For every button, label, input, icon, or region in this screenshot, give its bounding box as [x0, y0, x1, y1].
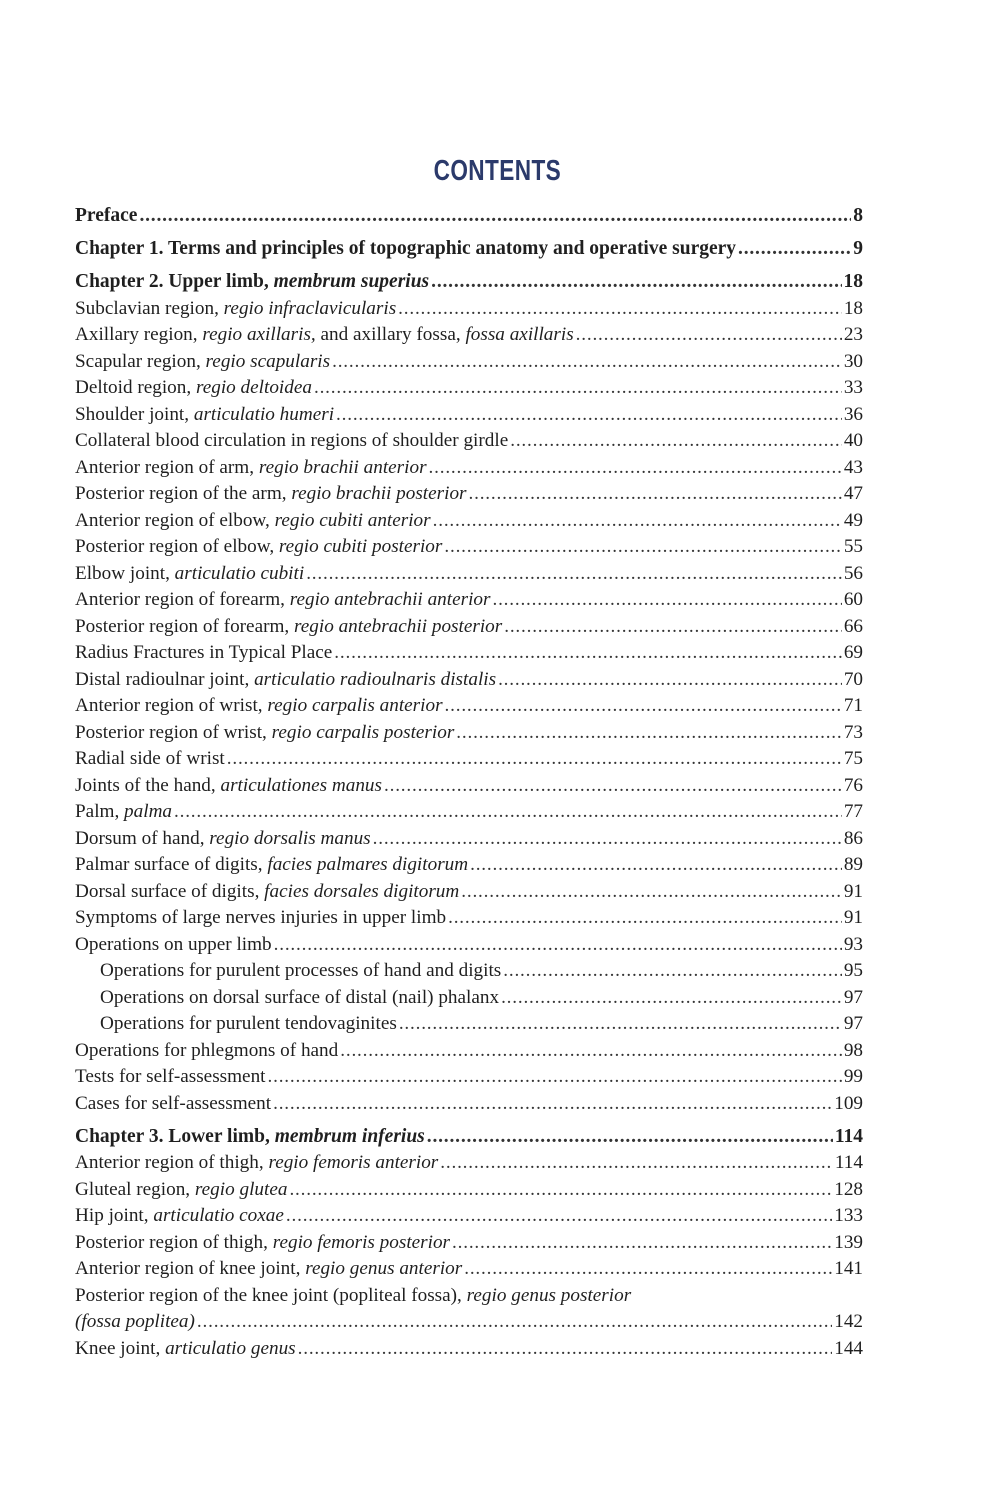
entry-title — [75, 614, 502, 641]
dot-leader — [498, 667, 842, 694]
dot-leader — [470, 852, 842, 879]
page-title: CONTENTS — [433, 155, 562, 187]
dot-leader — [306, 561, 842, 588]
latin-term: regio brachii posterior — [291, 483, 467, 504]
entry-text: Anterior region of knee joint, — [75, 1258, 306, 1279]
entry-title — [75, 1064, 266, 1091]
entry-title — [100, 985, 499, 1012]
table-of-contents — [75, 203, 863, 1362]
entry-title — [75, 455, 427, 482]
latin-term: membrum inferius — [274, 1125, 425, 1147]
latin-term: regio axillaris, — [202, 324, 316, 345]
toc-entry[interactable] — [75, 534, 863, 561]
latin-term: facies palmares digitorum — [267, 854, 469, 875]
dot-leader — [399, 1011, 842, 1038]
toc-entry[interactable] — [75, 1177, 863, 1204]
dot-leader — [298, 1336, 833, 1363]
entry-title — [75, 402, 334, 429]
latin-term: regio dorsalis manus — [209, 827, 371, 849]
dot-leader — [448, 905, 842, 932]
dot-leader — [427, 1124, 833, 1151]
dot-leader — [738, 236, 851, 263]
entry-title — [75, 1256, 462, 1283]
entry-title — [75, 720, 454, 747]
latin-term: regio glutea — [194, 1178, 288, 1200]
latin-term: articulatio radioulnaris distalis — [254, 668, 497, 690]
entry-text: Radial side of wrist — [75, 748, 225, 769]
page-number: 114 — [834, 1152, 863, 1173]
toc-entry[interactable] — [75, 349, 863, 376]
entry-text: Operations on upper limb — [75, 933, 272, 955]
toc-entry[interactable] — [75, 508, 863, 535]
page-number: 98 — [843, 1039, 863, 1061]
page-number: 55 — [843, 536, 863, 557]
dot-leader — [461, 879, 842, 906]
entry-text: Tests for self-assessment — [75, 1066, 266, 1087]
entry-title — [75, 746, 225, 773]
page-number: 109 — [834, 1092, 863, 1114]
page-number: 30 — [843, 350, 863, 372]
toc-entry[interactable] — [75, 1230, 863, 1257]
toc-entry[interactable] — [75, 720, 863, 747]
page-number: 36 — [843, 403, 863, 425]
entry-text: Operations for purulent tendovaginites — [100, 1013, 397, 1034]
latin-term: (fossa poplitea) — [75, 1311, 195, 1332]
page-number: 86 — [843, 827, 863, 849]
page-number: 114 — [834, 1125, 863, 1147]
entry-text: Anterior region of forearm, — [75, 589, 290, 610]
toc-chapter-entry[interactable] — [75, 203, 863, 230]
dot-leader — [431, 269, 841, 296]
toc-entry[interactable] — [75, 746, 863, 773]
toc-entry[interactable] — [75, 402, 863, 429]
entry-title — [75, 322, 574, 349]
entry-title — [75, 667, 496, 694]
entry-title — [75, 1203, 284, 1230]
toc-entry[interactable] — [75, 1091, 863, 1118]
latin-term: regio brachii anterior — [258, 456, 427, 478]
entry-text: Elbow joint, — [75, 562, 175, 584]
entry-text: Chapter 3. Lower limb, — [75, 1125, 275, 1147]
dot-leader — [445, 693, 842, 720]
entry-title — [75, 375, 312, 402]
entry-text: Operations on dorsal surface of distal (nail) phalanx — [100, 986, 500, 1008]
toc-entry[interactable] — [75, 852, 863, 879]
page-number: 9 — [853, 238, 863, 259]
dot-leader — [334, 640, 842, 667]
toc-entry[interactable] — [75, 640, 863, 667]
entry-text: Knee joint, — [75, 1337, 166, 1359]
toc-entry[interactable] — [75, 1283, 863, 1310]
entry-title — [75, 236, 736, 263]
dot-leader — [576, 322, 842, 349]
dot-leader — [286, 1203, 832, 1230]
toc-entry[interactable] — [75, 481, 863, 508]
latin-term: regio cubiti anterior — [274, 509, 431, 531]
entry-title — [75, 1309, 195, 1336]
entry-text: Dorsal surface of digits, — [75, 880, 265, 902]
dot-leader — [384, 773, 842, 800]
entry-text: Operations for purulent processes of hand and digits — [100, 960, 502, 981]
entry-text: Joints of the hand, — [75, 774, 221, 796]
page-number: 139 — [834, 1231, 863, 1253]
dot-leader — [340, 1038, 842, 1065]
toc-entry[interactable] — [75, 667, 863, 694]
toc-chapter-entry[interactable] — [75, 1124, 863, 1151]
latin-term: regio genus posterior — [466, 1284, 632, 1306]
page-number: 144 — [834, 1337, 863, 1359]
latin-term: regio antebrachii posterior — [294, 615, 503, 637]
entry-text: Axillary region, — [75, 324, 203, 345]
page-number: 142 — [834, 1311, 863, 1332]
toc-chapter-entry[interactable] — [75, 236, 863, 263]
page-number: 89 — [843, 854, 863, 875]
entry-title — [75, 799, 172, 826]
entry-text: Chapter 1. Terms and principles of topographic anatomy and operative surgery — [75, 238, 737, 259]
latin-term: membrum superius — [273, 271, 430, 292]
page-number: 133 — [834, 1205, 863, 1226]
toc-entry[interactable] — [75, 905, 863, 932]
entry-text: Dorsum of hand, — [75, 827, 210, 849]
page-number: 43 — [843, 456, 863, 478]
page-number: 49 — [843, 509, 863, 531]
entry-text: Symptoms of large nerves injuries in upper limb — [75, 907, 447, 928]
toc-entry[interactable] — [75, 428, 863, 455]
entry-title — [75, 879, 459, 906]
latin-term: regio infraclavicularis — [223, 297, 397, 319]
latin-term: regio cubiti posterior — [278, 536, 443, 557]
dot-leader — [433, 508, 842, 535]
entry-title — [75, 481, 467, 508]
dot-leader — [452, 1230, 832, 1257]
toc-entry[interactable] — [75, 693, 863, 720]
latin-term: articulatio humeri — [193, 403, 335, 425]
entry-title — [75, 1038, 338, 1065]
latin-term: articulatio coxae — [153, 1205, 284, 1226]
entry-title — [75, 561, 304, 588]
entry-text: Deltoid region, — [75, 377, 196, 398]
dot-leader — [510, 428, 842, 455]
entry-text: Shoulder joint, — [75, 403, 194, 425]
toc-entry[interactable] — [75, 1150, 863, 1177]
dot-leader — [336, 402, 842, 429]
entry-text: Gluteal region, — [75, 1178, 195, 1200]
entry-title — [75, 203, 137, 230]
page-number: 66 — [843, 615, 863, 637]
dot-leader — [398, 296, 842, 323]
latin-term: regio carpalis posterior — [271, 721, 455, 743]
entry-text: Distal radioulnar joint, — [75, 668, 255, 690]
page-number: 93 — [843, 933, 863, 955]
entry-title — [75, 852, 468, 879]
entry-title — [100, 1011, 397, 1038]
page-number: 91 — [843, 880, 863, 902]
entry-title — [75, 269, 429, 296]
latin-term: regio femoris posterior — [272, 1231, 451, 1253]
dot-leader — [314, 375, 842, 402]
entry-title — [75, 693, 443, 720]
page-number: 76 — [843, 774, 863, 796]
toc-entry[interactable] — [75, 826, 863, 853]
toc-entry[interactable] — [75, 455, 863, 482]
entry-title — [75, 428, 508, 455]
entry-text: Palm, — [75, 801, 125, 822]
entry-title — [75, 1283, 631, 1310]
latin-term: regio scapularis — [205, 350, 331, 372]
dot-leader — [492, 587, 841, 614]
dot-leader — [373, 826, 842, 853]
entry-text: Preface — [75, 205, 138, 226]
page-number: 91 — [843, 907, 863, 928]
page-number: 40 — [843, 430, 863, 451]
dot-leader — [174, 799, 842, 826]
entry-title — [75, 773, 382, 800]
latin-term: regio deltoidea — [195, 377, 312, 398]
toc-entry[interactable] — [75, 1064, 863, 1091]
latin-term: fossa axillaris — [465, 324, 574, 345]
entry-title — [75, 932, 272, 959]
dot-leader — [440, 1150, 833, 1177]
entry-title — [75, 1091, 271, 1118]
dot-leader — [274, 932, 842, 959]
dot-leader — [429, 455, 842, 482]
latin-term: regio carpalis anterior — [267, 695, 443, 716]
page-number: 141 — [834, 1258, 863, 1279]
page-number: 97 — [843, 986, 863, 1008]
entry-text: Collateral blood circulation in regions of shoulder girdle — [75, 430, 509, 451]
latin-term: articulatio genus — [165, 1337, 296, 1359]
dot-leader — [197, 1309, 832, 1336]
dot-leader — [469, 481, 842, 508]
page-number: 128 — [834, 1178, 863, 1200]
entry-text: Anterior region of thigh, — [75, 1152, 269, 1173]
page-number: 71 — [843, 695, 863, 716]
page-number: 23 — [843, 324, 863, 345]
entry-title — [75, 640, 332, 667]
dot-leader — [268, 1064, 842, 1091]
dot-leader — [456, 720, 842, 747]
toc-entry[interactable] — [75, 879, 863, 906]
entry-text: Scapular region, — [75, 350, 206, 372]
toc-entry[interactable] — [75, 958, 863, 985]
entry-title — [75, 1124, 425, 1151]
entry-text: Posterior region of elbow, — [75, 536, 279, 557]
latin-term: palma — [124, 801, 173, 822]
entry-title — [75, 508, 431, 535]
toc-entry[interactable] — [75, 1011, 863, 1038]
toc-entry[interactable] — [75, 985, 863, 1012]
page-number: 33 — [843, 377, 863, 398]
entry-title — [75, 296, 396, 323]
entry-title — [75, 1150, 438, 1177]
toc-entry[interactable] — [75, 799, 863, 826]
latin-term: articulatio cubiti — [174, 562, 305, 584]
entry-title — [75, 1336, 296, 1363]
entry-text: and axillary fossa, — [315, 324, 466, 345]
toc-entry[interactable] — [75, 1309, 863, 1336]
entry-title — [75, 1177, 287, 1204]
latin-term: articulationes manus — [220, 774, 382, 796]
entry-text: Posterior region of the knee joint (popliteal fossa), — [75, 1284, 467, 1306]
entry-title — [100, 958, 501, 985]
entry-text: Posterior region of the arm, — [75, 483, 292, 504]
toc-entry[interactable] — [75, 296, 863, 323]
toc-entry[interactable] — [75, 614, 863, 641]
entry-text: Posterior region of wrist, — [75, 721, 272, 743]
entry-text: Chapter 2. Upper limb, — [75, 271, 274, 292]
page-number: 18 — [843, 297, 863, 319]
entry-text: Anterior region of wrist, — [75, 695, 268, 716]
page-number: 75 — [843, 748, 863, 769]
entry-title — [75, 534, 442, 561]
entry-text: Anterior region of elbow, — [75, 509, 275, 531]
entry-text: Palmar surface of digits, — [75, 854, 268, 875]
entry-title — [75, 1230, 450, 1257]
page-number: 73 — [843, 721, 863, 743]
dot-leader — [501, 985, 842, 1012]
entry-text: Hip joint, — [75, 1205, 154, 1226]
entry-title — [75, 349, 330, 376]
toc-entry[interactable] — [75, 932, 863, 959]
dot-leader — [289, 1177, 832, 1204]
toc-entry[interactable] — [75, 561, 863, 588]
dot-leader — [464, 1256, 832, 1283]
page-number: 8 — [853, 205, 863, 226]
entry-title — [75, 587, 490, 614]
entry-text: Posterior region of thigh, — [75, 1231, 273, 1253]
toc-entry[interactable] — [75, 375, 863, 402]
latin-term: regio femoris anterior — [268, 1152, 439, 1173]
dot-leader — [332, 349, 842, 376]
toc-entry[interactable] — [75, 1256, 863, 1283]
dot-leader — [139, 203, 851, 230]
entry-text: Anterior region of arm, — [75, 456, 259, 478]
toc-entry[interactable] — [75, 587, 863, 614]
page-number: 47 — [843, 483, 863, 504]
toc-entry[interactable] — [75, 773, 863, 800]
entry-text: Posterior region of forearm, — [75, 615, 294, 637]
dot-leader — [273, 1091, 832, 1118]
page-number: 69 — [843, 642, 863, 663]
page-number: 70 — [843, 668, 863, 690]
entry-text: Operations for phlegmons of hand — [75, 1039, 339, 1061]
entry-title — [75, 826, 371, 853]
toc-entry[interactable] — [75, 1336, 863, 1363]
dot-leader — [504, 614, 842, 641]
latin-term: facies dorsales digitorum — [264, 880, 460, 902]
entry-title — [75, 905, 446, 932]
page-number: 56 — [843, 562, 863, 584]
toc-chapter-entry[interactable] — [75, 269, 863, 296]
page-number: 99 — [843, 1066, 863, 1087]
latin-term: regio antebrachii anterior — [289, 589, 491, 610]
entry-text: Subclavian region, — [75, 297, 224, 319]
page-number: 95 — [843, 960, 863, 981]
page-number: 97 — [843, 1013, 863, 1034]
toc-entry[interactable] — [75, 322, 863, 349]
page-number: 18 — [843, 271, 863, 292]
latin-term: regio genus anterior — [305, 1258, 463, 1279]
toc-entry[interactable] — [75, 1038, 863, 1065]
dot-leader — [444, 534, 841, 561]
toc-entry[interactable] — [75, 1203, 863, 1230]
page-number: 60 — [843, 589, 863, 610]
entry-text: Cases for self-assessment — [75, 1092, 272, 1114]
page-number: 77 — [843, 801, 863, 822]
entry-text: Radius Fractures in Typical Place — [75, 642, 333, 663]
dot-leader — [227, 746, 842, 773]
dot-leader — [503, 958, 842, 985]
